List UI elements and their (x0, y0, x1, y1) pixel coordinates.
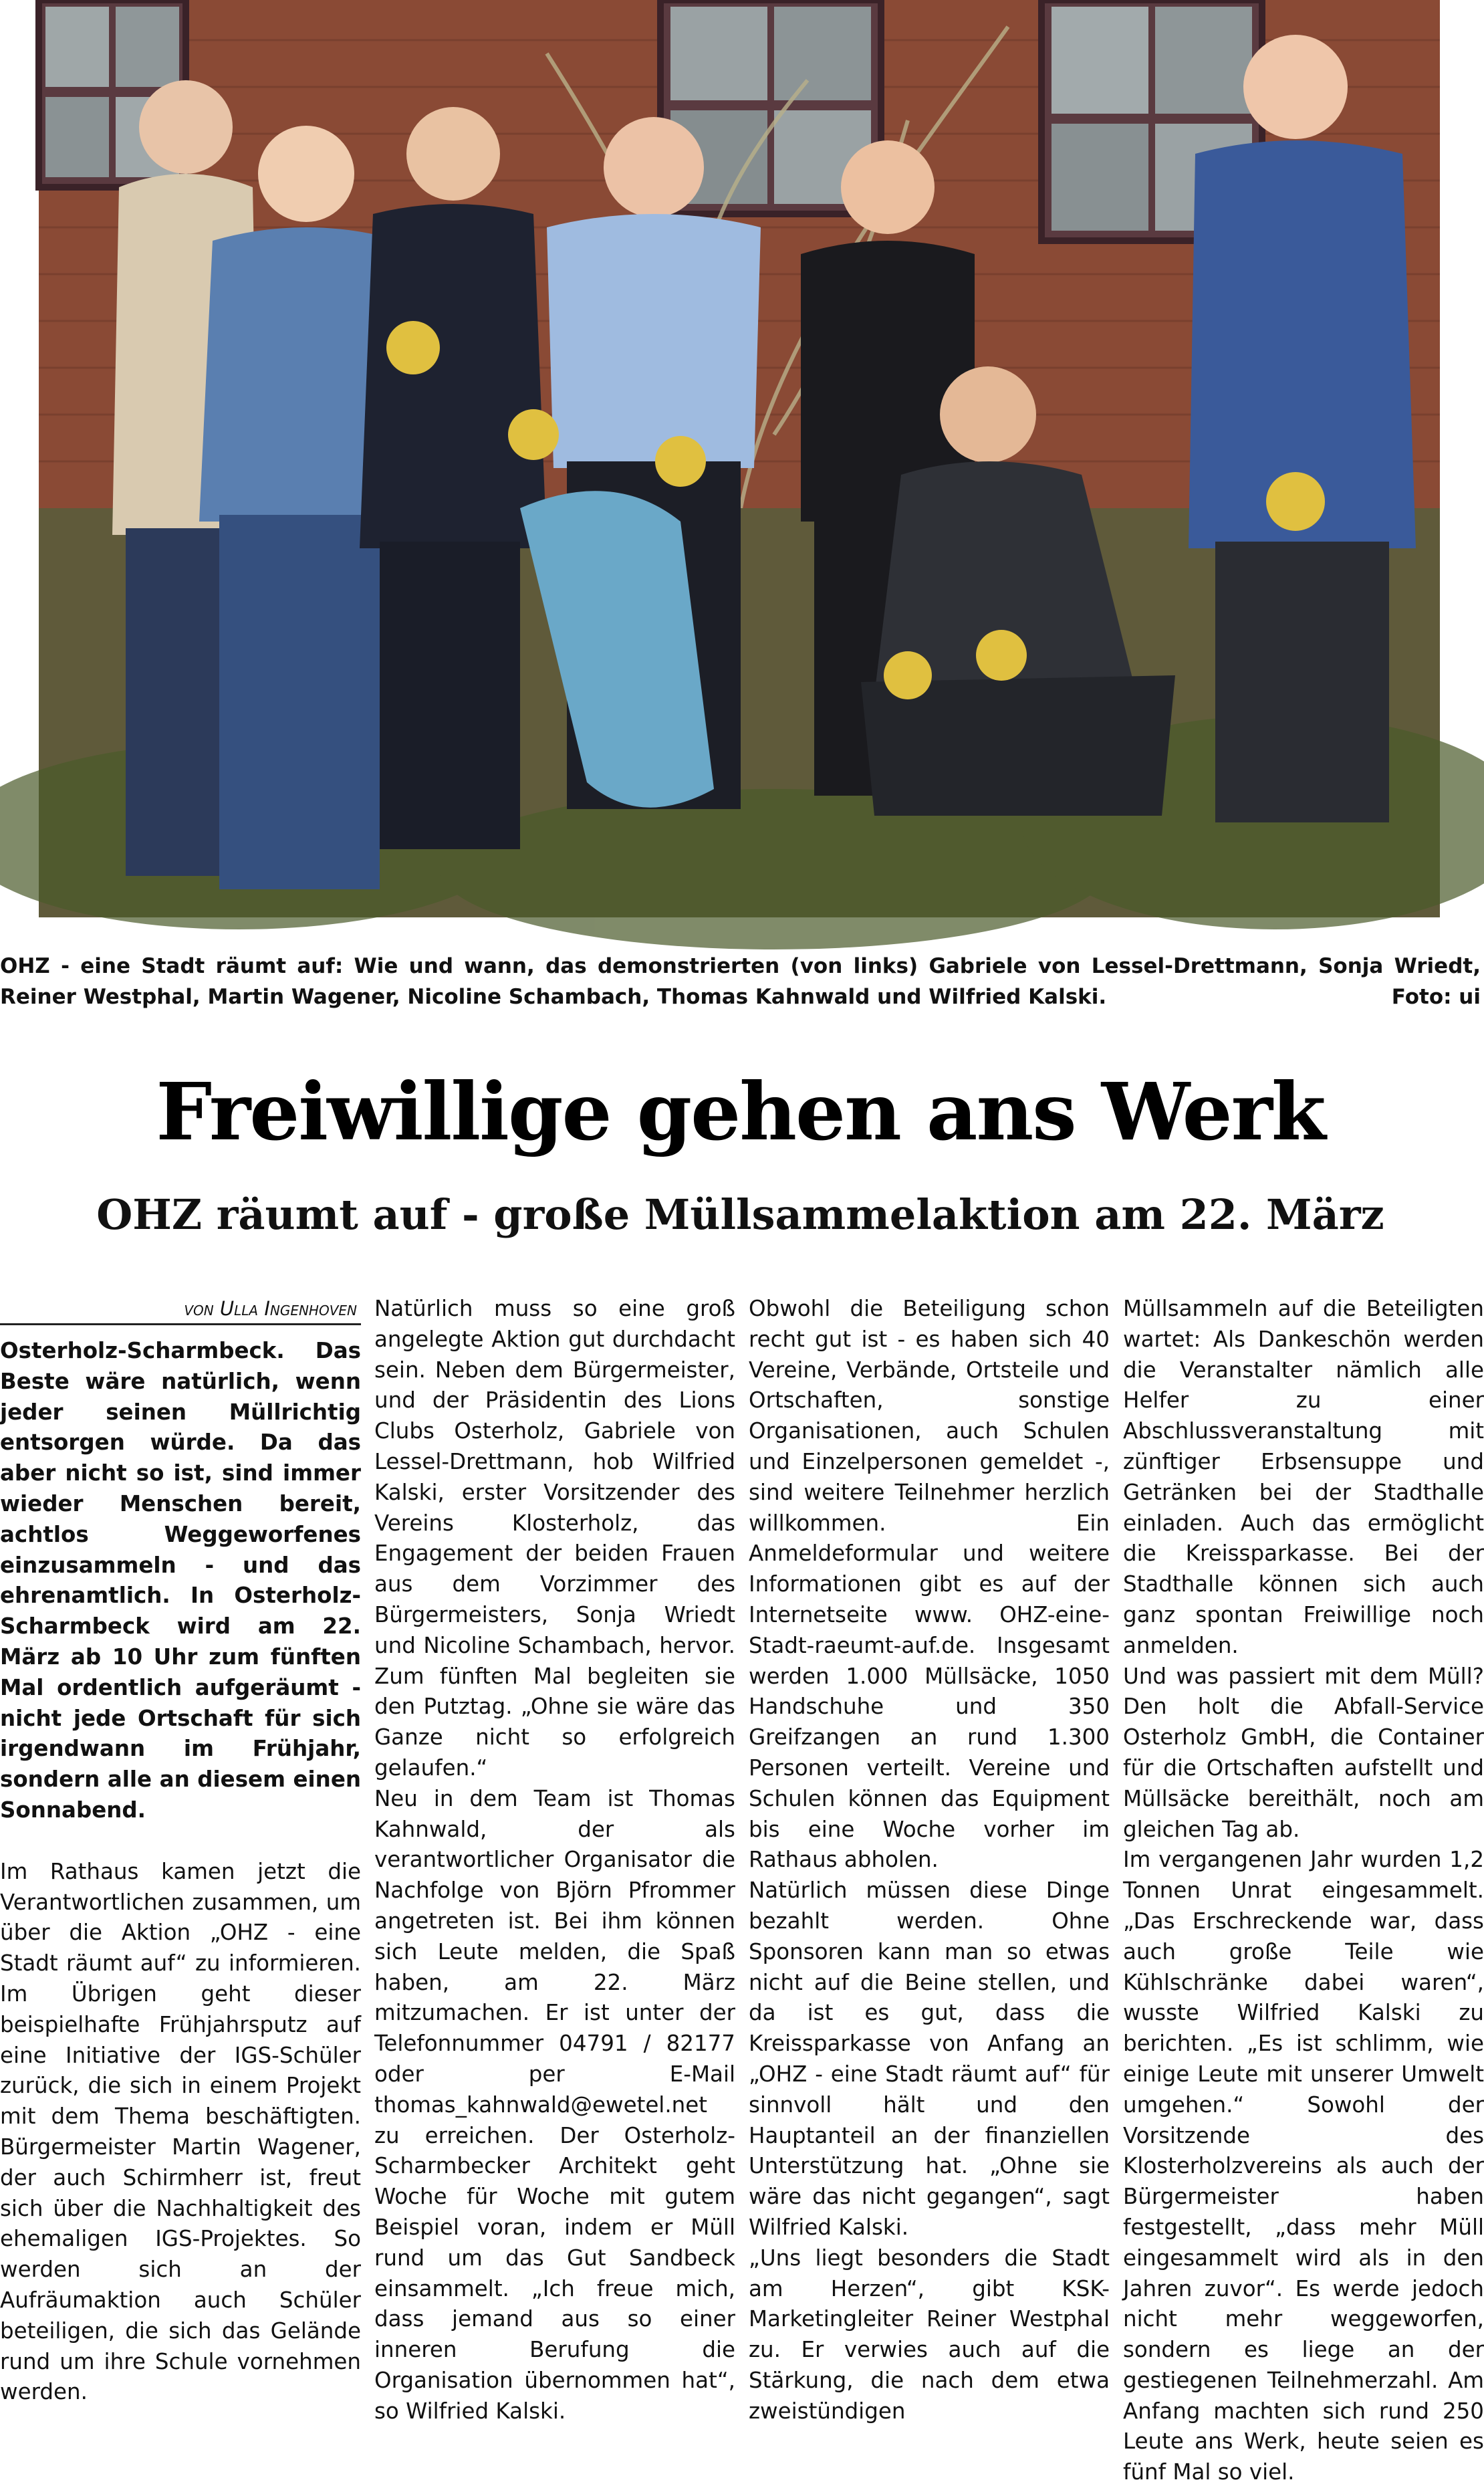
caption-text: OHZ - eine Stadt räumt auf: Wie und wann, das demonstrierten (von links) Gabriele von Lessel-Drettmann, Sonja Wriedt, Reiner Westphal, Martin Wagener, Nicoline Schambach, Thomas Kahnwald und Wilfried Kalski. (0, 954, 1481, 1009)
body-paragraph: Obwohl die Beteiligung schon recht gut ist - es haben sich 40 Vereine, Verbände, Ortsteile und Ortschaften, sonstige Organisationen, auch Schulen und Einzelpersonen gemeldet -, sind weitere Teilnehmer herzlich willkommen. Ein Anmeldeformular und weitere Informationen gibt es auf der Internetseite www. OHZ-eine-Stadt-raeumt-auf.de. Insgesamt werden 1.000 Müllsäcke, 1050 Handschuhe und 350 Greifzangen an rund 1.300 Personen verteilt. Vereine und Schulen können das Equipment bis eine Woche vorher im Rathaus abholen. (749, 1296, 1110, 1873)
body-paragraph: Müllsammeln auf die Beteiligten wartet: Als Dankeschön werden die Veranstalter nämlich alle Helfer zu einer Abschlussveranstaltung mit zünftiger Erbsensuppe und Getränken bei der Stadthalle einladen. Auch das ermöglicht die Kreissparkasse. Bei der Stadthalle können sich auch ganz spontan Freiwillige noch anmelden. (1123, 1296, 1484, 1658)
group-photo-icon (39, 0, 1440, 917)
article-column-2 (374, 1294, 735, 2424)
headline: Freiwillige gehen ans Werk (156, 1065, 1325, 1158)
body-paragraph: Natürlich müssen diese Dinge bezahlt werden. Ohne Sponsoren kann man so etwas nicht auf die Beine stellen, und da ist es gut, dass die Kreissparkasse von Anfang an „OHZ - eine Stadt räumt auf“ für sinnvoll hält und den Hauptanteil an der finanziellen Unterstützung hat. „Ohne sie wäre das nicht gegangen“, sagt Wilfried Kalski. (749, 1878, 1110, 2240)
body-paragraph: Und was passiert mit dem Müll? Den holt die Abfall-Service Osterholz GmbH, die Container für die Ortschaften aufstellt und Müllsäcke bereithält, noch am gleichen Tag ab. (1123, 1663, 1484, 1842)
subheadline: OHZ räumt auf - große Müllsammelaktion am 22. März (96, 1190, 1384, 1239)
article-column-4 (1123, 1294, 1484, 2485)
byline: von Ulla Ingenhoven (0, 1294, 361, 1325)
article-column-3 (749, 1294, 1110, 2424)
article-column-1 (0, 1294, 361, 2405)
body-paragraph: Im Rathaus kamen jetzt die Verantwortlichen zusammen, um über die Aktion „OHZ - eine Stadt räumt auf“ zu informieren. Im Übrigen geht dieser beispielhafte Frühjahrsputz auf eine Initiative der IGS-Schüler zurück, die sich in einem Projekt mit dem Thema beschäftigten. Bürgermeister Martin Wagener, der auch Schirmherr ist, freut sich über die Nachhaltigkeit des ehemaligen IGS-Projektes. So werden sich an der Aufräumaktion auch Schüler beteiligen, die sich das Gelände rund um ihre Schule vornehmen werden. (0, 1858, 361, 2405)
article-photo (39, 0, 1440, 917)
photo-credit: Foto: ui (1391, 985, 1481, 1009)
lead-paragraph: Osterholz-Scharmbeck. Das Beste wäre natürlich, wenn jeder seinen Müllrichtig entsorgen würde. Da das aber nicht so ist, sind immer wieder Menschen bereit, achtlos Weggeworfenes einzusammeln - und das ehrenamtlich. In Osterholz-Scharmbeck wird am 22. März ab 10 Uhr zum fünften Mal ordentlich aufgeräumt - nicht jede Ortschaft für sich irgendwann im Frühjahr, sondern alle an diesem einen Sonnabend. (0, 1338, 361, 1823)
body-paragraph: Neu in dem Team ist Thomas Kahnwald, der als verantwortlicher Organisator die Nachfolge von Björn Pfrommer angetreten ist. Bei ihm können sich Leute melden, die Spaß haben, am 22. März mitzumachen. Er ist unter der Telefonnummer 04791 / 82177 oder per E-Mail thomas_kahnwald@ewetel.net zu erreichen. Der Osterholz-Scharmbecker Architekt geht Woche für Woche mit gutem Beispiel voran, indem er Müll rund um das Gut Sandbeck einsammelt. „Ich freue mich, dass jemand aus so einer inneren Berufung die Organisation übernommen hat“, so Wilfried Kalski. (374, 1785, 735, 2424)
body-paragraph: „Uns liegt besonders die Stadt am Herzen“, gibt KSK-Marketingleiter Reiner Westphal zu. Er verwies auch auf die Stärkung, die nach dem etwa zweistündigen (749, 2245, 1110, 2424)
body-paragraph: Natürlich muss so eine groß angelegte Aktion gut durchdacht sein. Neben dem Bürgermeister, und der Präsidentin des Lions Clubs Osterholz, Gabriele von Lessel-Drettmann, hob Wilfried Kalski, erster Vorsitzender des Vereins Klosterholz, das Engagement der beiden Frauen aus dem Vorzimmer des Bürgermeisters, Sonja Wriedt und Nicoline Schambach, hervor. Zum fünften Mal begleiten sie den Putztag. „Ohne sie wäre das Ganze nicht so erfolgreich gelaufen.“ (374, 1296, 735, 1781)
photo-caption (0, 951, 1481, 1012)
body-paragraph: Im vergangenen Jahr wurden 1,2 Tonnen Unrat eingesammelt. „Das Erschreckende war, dass auch große Teile wie Kühlschränke dabei waren“, wusste Wilfried Kalski zu berichten. „Es ist schlimm, wie einige Leute mit unserer Umwelt umgehen.“ Sowohl der Vorsitzende des Klosterholzvereins als auch der Bürgermeister haben festgestellt, „dass mehr Müll eingesammelt wird als in den Jahren zuvor“. Es werde jedoch nicht mehr weggeworfen, sondern es liege an der gestiegenen Teilnehmerzahl. Am Anfang machten sich rund 250 Leute ans Werk, heute seien es fünf Mal so viel. (1123, 1847, 1484, 2485)
